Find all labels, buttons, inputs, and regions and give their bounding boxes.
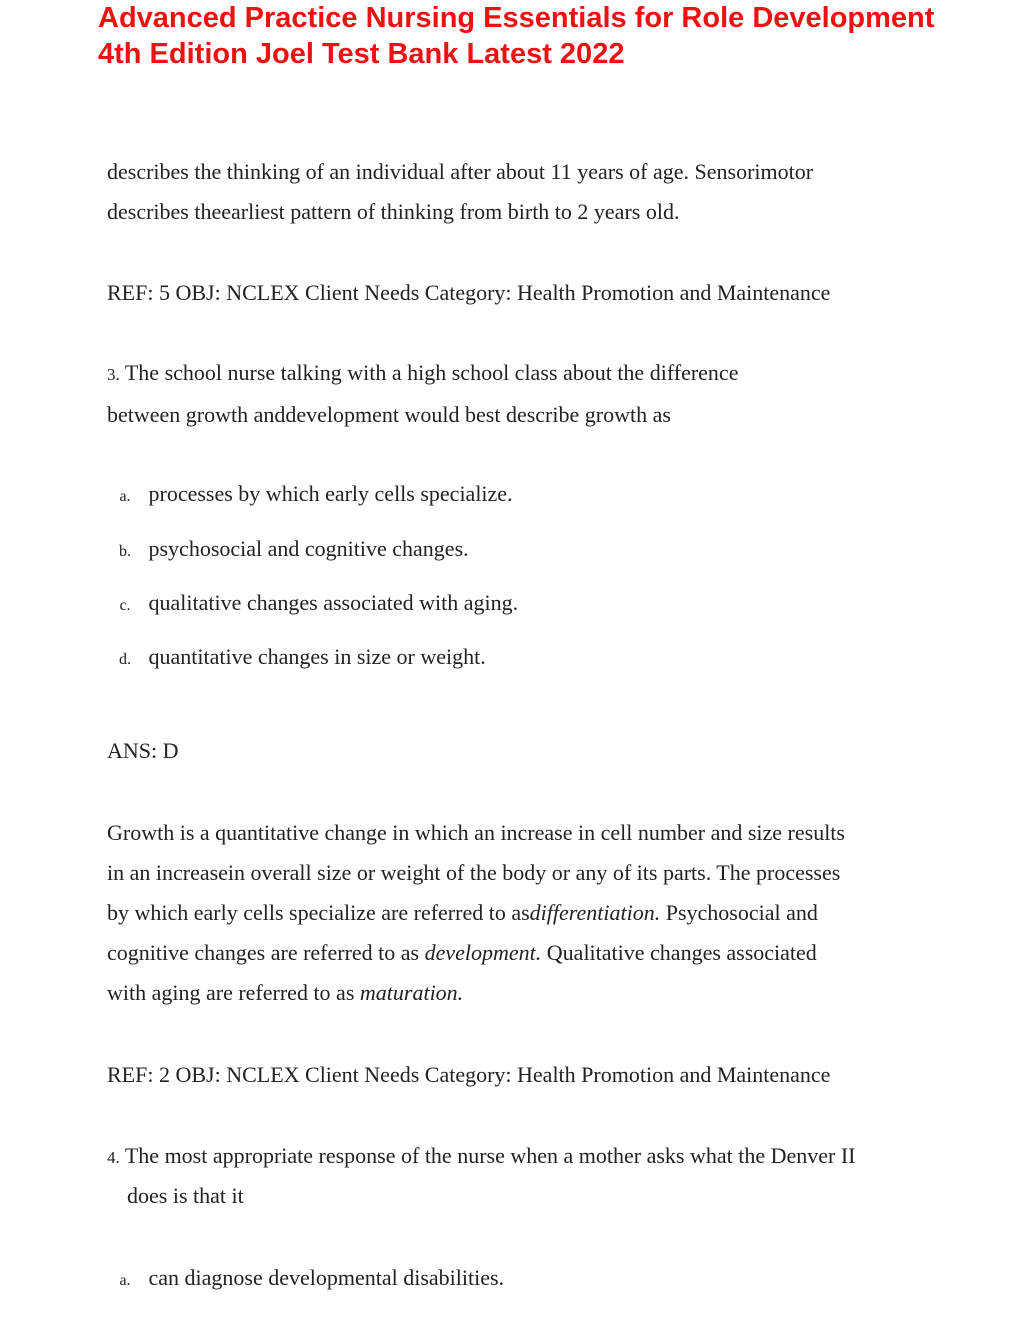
option-letter: c. [119,597,131,614]
question-4 [107,1136,856,1178]
term-differentiation: differentiation. [529,900,661,925]
reference-line-1: REF: 5 OBJ: NCLEX Client Needs Category: Health Promotion and Maintenance [107,280,831,305]
intro-paragraph [107,152,813,232]
rationale-line-4: cognitive changes are referred to as [107,940,425,965]
question-3-option-a [107,480,513,511]
rationale-paragraph [107,813,845,1013]
option-letter: b. [119,543,131,560]
intro-line-1: describes the thinking of an individual after about 11 years of age. Sensorimotor [107,159,814,184]
term-development: development. [424,940,542,965]
option-letter: a. [119,1272,131,1289]
option-text: can diagnose developmental disabilities. [148,1265,505,1290]
answer-line: ANS: D [107,738,179,763]
question-4-line-2: does is that it [127,1183,244,1208]
option-text: qualitative changes associated with aging. [148,590,519,615]
question-4-line-1: The most appropriate response of the nurse when a mother asks what the Denver II [124,1143,856,1168]
option-text: processes by which early cells specialize. [148,481,513,506]
rationale-line-5: with aging are referred to as [107,980,360,1005]
rationale-line-3: by which early cells specialize are referred to as [107,900,530,925]
question-3-option-d [107,643,486,674]
rationale-line-2: in an increasein overall size or weight of the body or any of its parts. The processes [107,860,841,885]
question-3-option-b [107,535,469,566]
rationale-line-1: Growth is a quantitative change in which an increase in cell number and size results [107,820,845,845]
question-3-number: 3. [107,365,120,384]
option-letter: d. [119,651,131,668]
reference-line-2: REF: 2 OBJ: NCLEX Client Needs Category: Health Promotion and Maintenance [107,1062,831,1087]
question-3-line-1: The school nurse talking with a high school class about the difference [124,360,739,385]
question-3-line-2: between growth anddevelopment would best describe growth as [107,402,671,427]
term-maturation: maturation. [359,980,464,1005]
option-text: quantitative changes in size or weight. [148,644,486,669]
intro-line-2: describes theearliest pattern of thinking from birth to 2 years old. [107,199,680,224]
document-title: Advanced Practice Nursing Essentials for Role Development 4th Edition Joel Test Bank Latest 2022 [98,2,935,70]
rationale-line-3-end: Psychosocial and [660,900,818,925]
option-text: psychosocial and cognitive changes. [148,536,469,561]
question-3 [107,353,738,435]
question-3-option-c [107,589,518,620]
rationale-line-4-end: Qualitative changes associated [541,940,817,965]
question-4-number: 4. [107,1148,120,1167]
question-4-option-a [107,1264,504,1295]
option-letter: a. [119,488,131,505]
